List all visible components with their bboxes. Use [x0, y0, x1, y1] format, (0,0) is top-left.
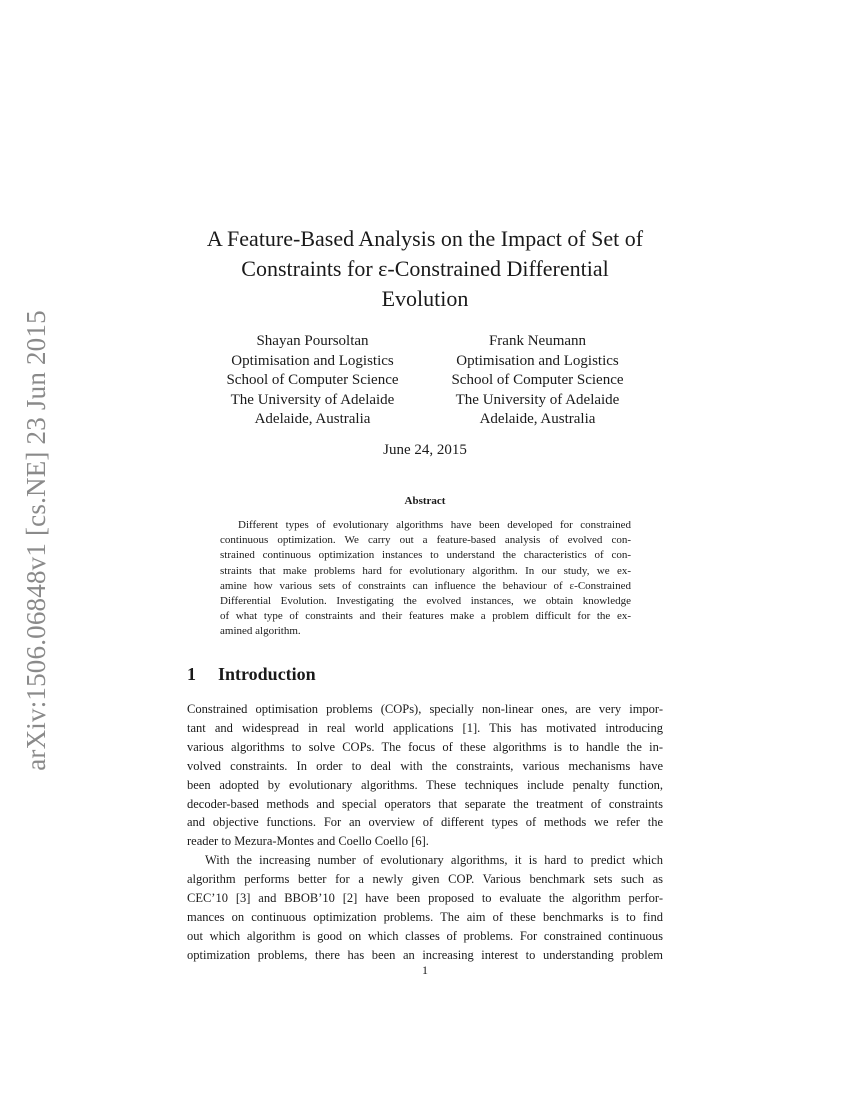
body-line: optimization problems, there has been an increasing interest to understanding problem	[187, 947, 663, 962]
arxiv-stamp	[6, 295, 66, 785]
author-university: The University of Adelaide	[230, 391, 395, 408]
body-line: decoder-based methods and special operators that separate the treatment of constraints	[187, 796, 663, 811]
abstract-line: amine how various sets of constraints can influence the behaviour of ε-Constrained	[220, 579, 631, 592]
author-location: Adelaide, Australia	[254, 411, 371, 428]
author-name: Frank Neumann	[488, 333, 587, 349]
author-card	[425, 332, 650, 430]
abstract-line: of what type of constraints and their features make a problem difficult for the ex-	[220, 610, 631, 623]
publication-date: June 24, 2015	[383, 442, 467, 458]
author-card	[200, 332, 425, 430]
body-line: out which algorithm is good on which classes of problems. For constrained continuous	[187, 928, 663, 943]
author-name: Shayan Poursoltan	[256, 333, 369, 349]
body-line: been adopted by evolutionary algorithms. These techniques include penalty function,	[187, 777, 663, 792]
body-line: various algorithms to solve COPs. The focus of these algorithms is to handle the in-	[187, 739, 663, 754]
author-location: Adelaide, Australia	[479, 411, 596, 428]
abstract-line: straints that make problems hard for evolutionary algorithm. In our study, we ex-	[220, 564, 631, 577]
author-university: The University of Adelaide	[455, 391, 620, 408]
abstract-line: strained continuous optimization instances to understand the characteristics of con-	[220, 549, 631, 562]
author-group: Optimisation and Logistics	[231, 352, 394, 369]
introduction-body	[187, 700, 663, 965]
body-line: mances on continuous optimization problems. The aim of these benchmarks is to find	[187, 909, 663, 924]
abstract-line: Different types of evolutionary algorithms have been developed for constrained	[238, 519, 631, 531]
title-line: Evolution	[381, 286, 469, 311]
section-title: Introduction	[218, 664, 316, 684]
body-line: tant and widespread in real world applications [1]. This has motivated introducing	[187, 720, 663, 735]
body-line: With the increasing number of evolutionary algorithms, it is hard to predict which	[205, 853, 663, 868]
section-heading	[187, 664, 316, 685]
title-line: Constraints for ε-Constrained Differential	[241, 256, 609, 281]
paper-title	[150, 224, 700, 314]
abstract-heading: Abstract	[404, 495, 446, 507]
body-line: volved constraints. In order to deal with the constraints, various mechanisms have	[187, 758, 663, 773]
arxiv-identifier: arXiv:1506.06848v1 [cs.NE] 23 Jun 2015	[20, 309, 51, 771]
abstract-line: continuous optimization. We carry out a feature-based analysis of evolved con-	[220, 534, 631, 547]
body-line: reader to Mezura-Montes and Coello Coello [6].	[187, 834, 429, 849]
body-line: CEC’10 [3] and BBOB’10 [2] have been proposed to evaluate the algorithm perfor-	[187, 891, 663, 906]
author-school: School of Computer Science	[226, 372, 399, 389]
body-line: and objective functions. For an overview of different types of methods we refer the	[187, 815, 663, 830]
body-line: algorithm performs better for a newly given COP. Various benchmark sets such as	[187, 872, 663, 887]
page-number: 1	[422, 963, 428, 977]
author-block	[200, 332, 650, 430]
abstract-body	[220, 518, 631, 640]
body-line: Constrained optimisation problems (COPs), specially non-linear ones, are very impor-	[187, 702, 663, 716]
section-number: 1	[187, 664, 196, 684]
abstract-line: Differential Evolution. Investigating the evolved instances, we obtain knowledge	[220, 595, 631, 608]
abstract-line: amined algorithm.	[220, 625, 301, 638]
author-group: Optimisation and Logistics	[456, 352, 619, 369]
title-line: A Feature-Based Analysis on the Impact of Set of	[206, 226, 644, 251]
author-school: School of Computer Science	[451, 372, 624, 389]
